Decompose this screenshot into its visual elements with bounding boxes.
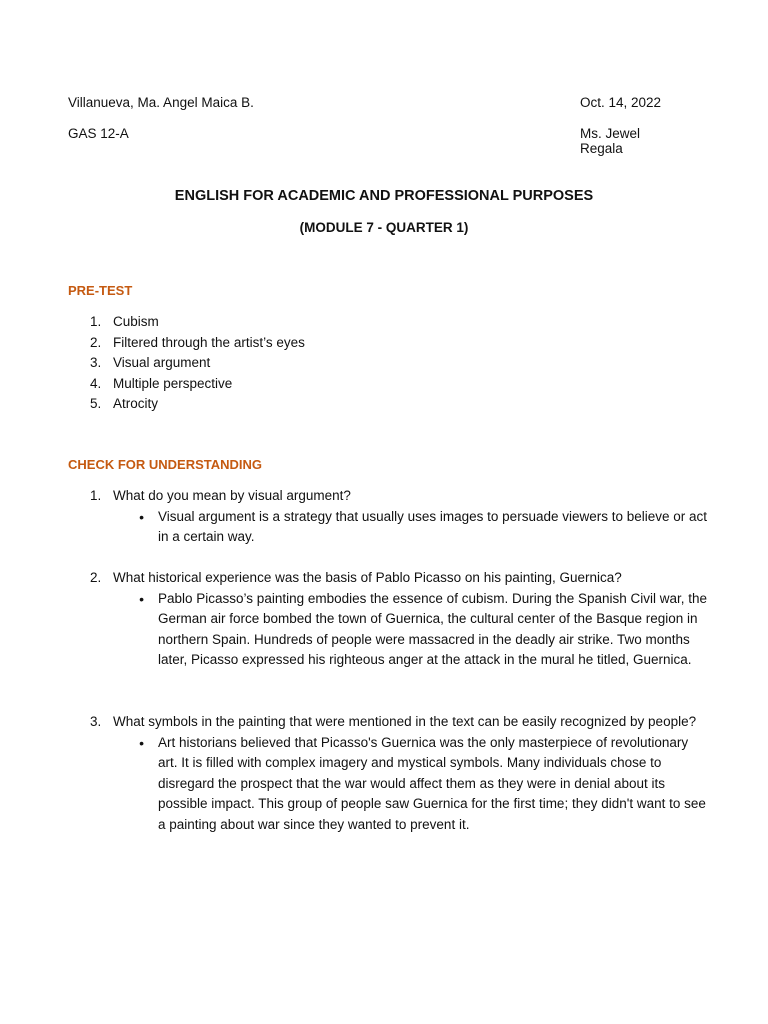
document-subtitle: (MODULE 7 - QUARTER 1) [299, 220, 469, 235]
section-name: GAS 12-A [68, 126, 129, 141]
question-block-3 [68, 712, 708, 836]
bullet-icon: • [139, 590, 144, 607]
question: 1. What do you mean by visual argument? [90, 488, 351, 503]
teacher-name: Ms. Jewel Regala [580, 126, 641, 156]
student-name: Villanueva, Ma. Angel Maica B. [68, 95, 254, 110]
check-heading: CHECK FOR UNDERSTANDING [68, 457, 263, 472]
question: 3. What symbols in the painting that were mentioned in the text can be easily recognized by people? [90, 714, 697, 729]
question: 2. What historical experience was the basis of Pablo Picasso on his painting, Guernica? [90, 570, 622, 585]
list-item: 3. Visual argument [90, 355, 211, 371]
header-row-2 [68, 126, 685, 156]
bullet-icon: • [139, 734, 144, 751]
question-block-1 [68, 486, 708, 548]
answer: • Pablo Picasso’s painting embodies the essence of cubism. During the Spanish Civil war, the German air force bombed the town of Guernica, the cultural center of the Basque region in northern Spain. Hundreds of people were massacred in the deadly air strike. Two months later, Picasso expressed his righteous anger at the attack in the mural he titled, Guernica. [68, 589, 708, 671]
answer: • Visual argument is a strategy that usually uses images to persuade viewers to believe or act in a certain way. [68, 507, 708, 548]
list-item: 2. Filtered through the artist’s eyes [90, 334, 305, 350]
list-item: 1. Cubism [90, 314, 159, 329]
date: Oct. 14, 2022 [580, 95, 662, 110]
list-item: 4. Multiple perspective [90, 375, 233, 391]
header-row-1 [68, 95, 685, 110]
bullet-icon: • [139, 508, 144, 525]
pretest-heading: PRE-TEST [68, 283, 133, 298]
pretest-list [68, 312, 305, 415]
list-item: 5. Atrocity [90, 396, 159, 412]
document-title: ENGLISH FOR ACADEMIC AND PROFESSIONAL PURPOSES [174, 188, 594, 204]
question-block-2 [68, 568, 708, 671]
answer: • Art historians believed that Picasso's Guernica was the only masterpiece of revolutionary art. It is filled with complex imagery and mystical symbols. Many individuals chose to disregard the prospect that the war would affect them as they were in denial about its possible impact. This group of people saw Guernica for the first time; they didn't want to see a painting about war since they wanted to prevent it. [68, 733, 708, 836]
